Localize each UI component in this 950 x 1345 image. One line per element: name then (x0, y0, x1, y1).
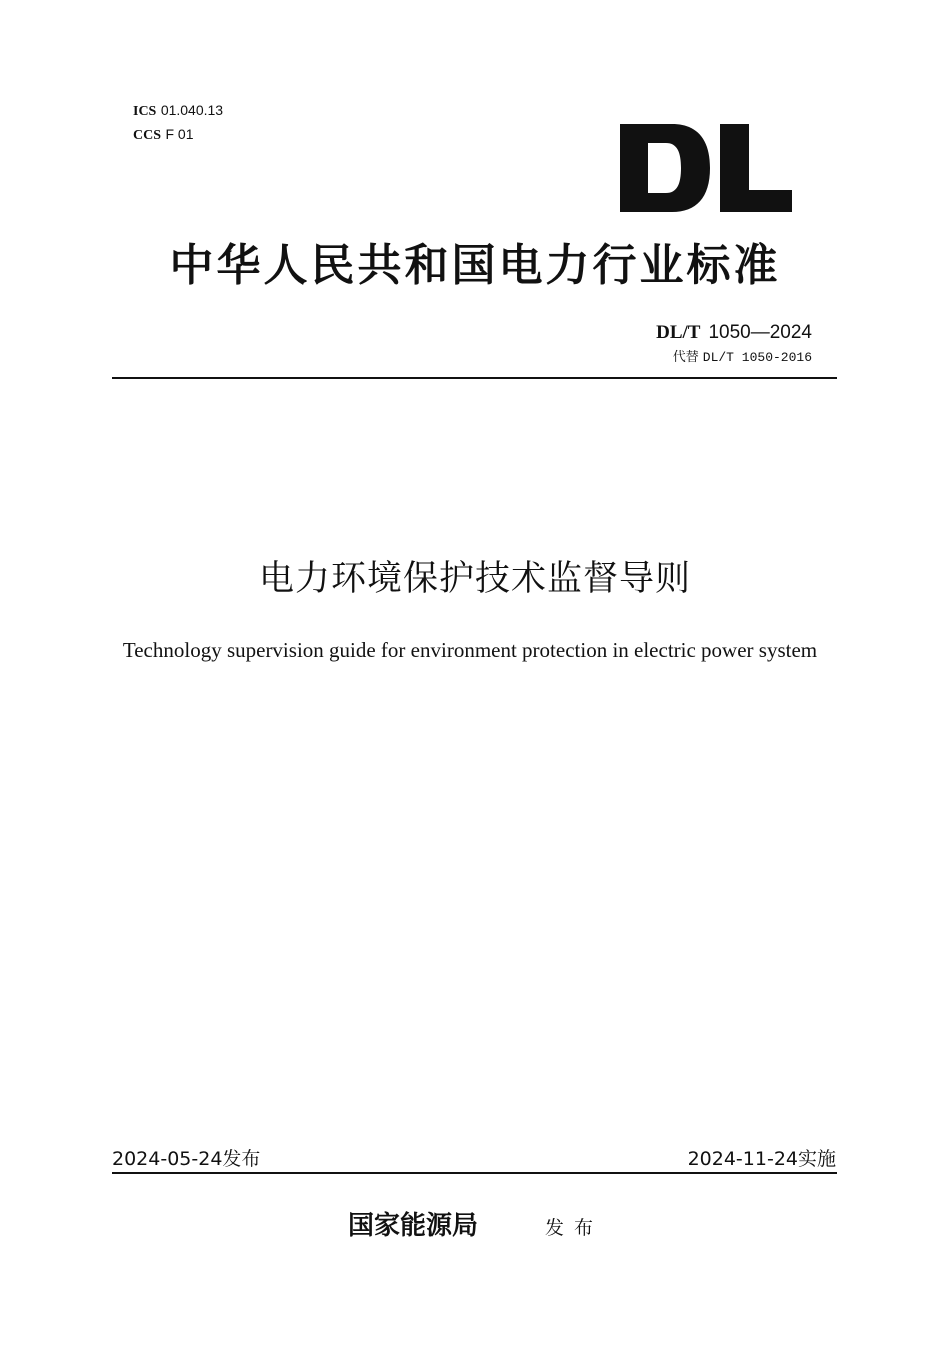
issuer-name: 国家能源局 (348, 1211, 479, 1241)
issue-label: 发布 (545, 1217, 604, 1239)
top-divider (112, 377, 837, 379)
ccs-value: F 01 (165, 126, 194, 142)
standard-number-value: 1050—2024 (708, 322, 812, 343)
ics-value: 01.040.13 (160, 102, 224, 118)
replaces-label: 代替 (672, 350, 699, 365)
dl-logo-d (620, 124, 710, 212)
ics-code (133, 101, 223, 121)
replaces-line (673, 349, 812, 367)
ccs-code (133, 125, 193, 145)
ics-key: ICS (133, 104, 157, 119)
bottom-divider (112, 1172, 837, 1174)
effective-date: 2024-11-24实施 (687, 1148, 836, 1170)
replaces-code: DL/T 1050-2016 (702, 350, 812, 365)
dl-logo-l (720, 124, 792, 212)
standard-title: 中华人民共和国电力行业标准 (169, 240, 781, 291)
release-date: 2024-05-24发布 (112, 1148, 261, 1170)
standard-number-code: DL/T (656, 322, 701, 343)
standard-number (656, 320, 812, 345)
dl-logo (620, 124, 792, 212)
document-title-en: Technology supervision guide for environment protection in electric power system (122, 638, 818, 662)
document-title-cn: 电力环境保护技术监督导则 (258, 559, 691, 599)
ccs-key: CCS (133, 128, 162, 143)
